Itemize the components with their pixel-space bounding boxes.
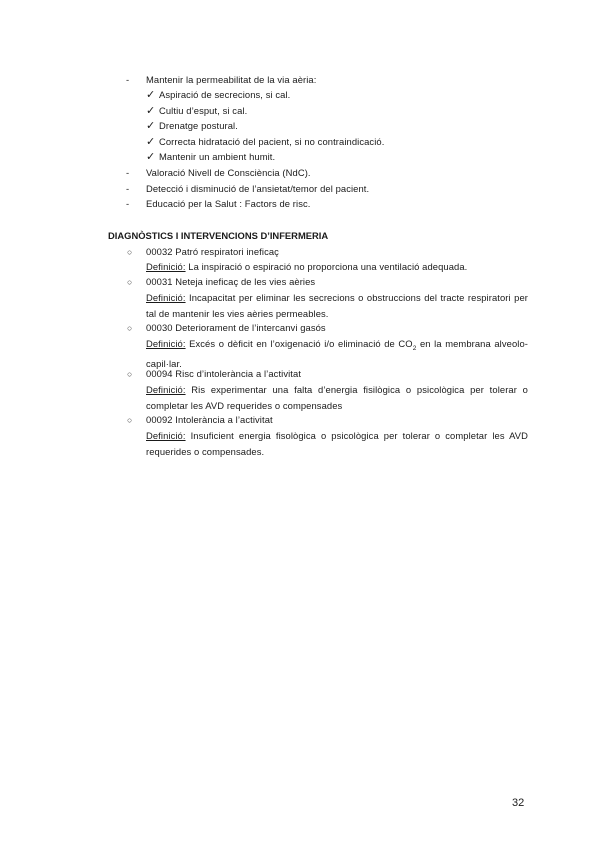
definition-label: Definició: xyxy=(146,430,186,441)
definition-text: Insuficient energia fisològica o psicològica per tolerar o completar les AVD requerides o compensades. xyxy=(146,430,528,457)
bullet-text: Mantenir un ambient humit. xyxy=(159,151,276,162)
diagnosis-title: 00032 Patró respiratori ineficaç xyxy=(146,246,279,257)
subscript-two: 2 xyxy=(412,344,417,352)
definition-label: Definició: xyxy=(146,338,186,349)
definition-label: Definició: xyxy=(146,292,186,303)
definition-text: Ris experimentar una falta d’energia fisilògica o psicològica per tolerar o completar les AVD requerides o compensades xyxy=(146,384,528,411)
circle-bullet-icon: ○ xyxy=(127,277,133,287)
circle-bullet-icon: ○ xyxy=(127,247,133,257)
dash-bullet: - xyxy=(126,167,130,178)
diagnosis-title: 00030 Deteriorament de l’intercanvi gasós xyxy=(146,322,326,333)
bullet-text: Valoració Nivell de Consciència (NdC). xyxy=(146,167,311,178)
diagnosis-title: 00094 Risc d’intolerància a l’activitat xyxy=(146,368,302,379)
definition-text: Excés o dèficit en l’oxigenació i/o eliminació de CO xyxy=(189,338,413,349)
bullet-text: Detecció i disminució de l’ansietat/temor del pacient. xyxy=(146,183,370,194)
definition-label: Definició: xyxy=(146,384,186,395)
diagnosis-definition xyxy=(146,259,528,275)
diagnosis-definition xyxy=(146,290,528,321)
definition-text: La inspiració o espiració no proporciona una ventilació adequada. xyxy=(188,261,468,272)
check-icon: ✓ xyxy=(146,89,156,101)
bullet-text: Educació per la Salut : Factors de risc. xyxy=(146,198,311,209)
bullet-text: Cultiu d’esput, si cal. xyxy=(159,105,248,116)
definition-text-continued: en la membrana alveolo-capil·lar. xyxy=(146,338,528,370)
diagnosis-title: 00031 Neteja ineficaç de les vies aèries xyxy=(146,276,316,287)
page-number: 32 xyxy=(512,797,525,809)
section-heading: DIAGNÒSTICS I INTERVENCIONS D’INFERMERIA xyxy=(108,230,329,241)
diagnosis-definition xyxy=(146,336,528,372)
dash-bullet: - xyxy=(126,198,130,209)
bullet-text: Drenatge postural. xyxy=(159,120,238,131)
circle-bullet-icon: ○ xyxy=(127,415,133,425)
bullet-text: Mantenir la permeabilitat de la via aèria: xyxy=(146,74,317,85)
check-icon: ✓ xyxy=(146,120,156,132)
definition-text: Incapacitat per eliminar les secrecions o obstruccions del tracte respiratori per tal de mantenir les vies aèries permeables. xyxy=(146,292,528,319)
bullet-text: Correcta hidratació del pacient, si no contraindicació. xyxy=(159,136,385,147)
check-icon: ✓ xyxy=(146,136,156,148)
check-icon: ✓ xyxy=(146,151,156,163)
circle-bullet-icon: ○ xyxy=(127,369,133,379)
diagnosis-definition xyxy=(146,428,528,459)
dash-bullet: - xyxy=(126,183,130,194)
diagnosis-definition xyxy=(146,382,528,413)
diagnosis-title: 00092 Intolerància a l’activitat xyxy=(146,414,273,425)
bullet-text: Aspiració de secrecions, si cal. xyxy=(159,89,291,100)
check-icon: ✓ xyxy=(146,105,156,117)
definition-label: Definició: xyxy=(146,261,186,272)
circle-bullet-icon: ○ xyxy=(127,323,133,333)
dash-bullet: - xyxy=(126,74,130,85)
